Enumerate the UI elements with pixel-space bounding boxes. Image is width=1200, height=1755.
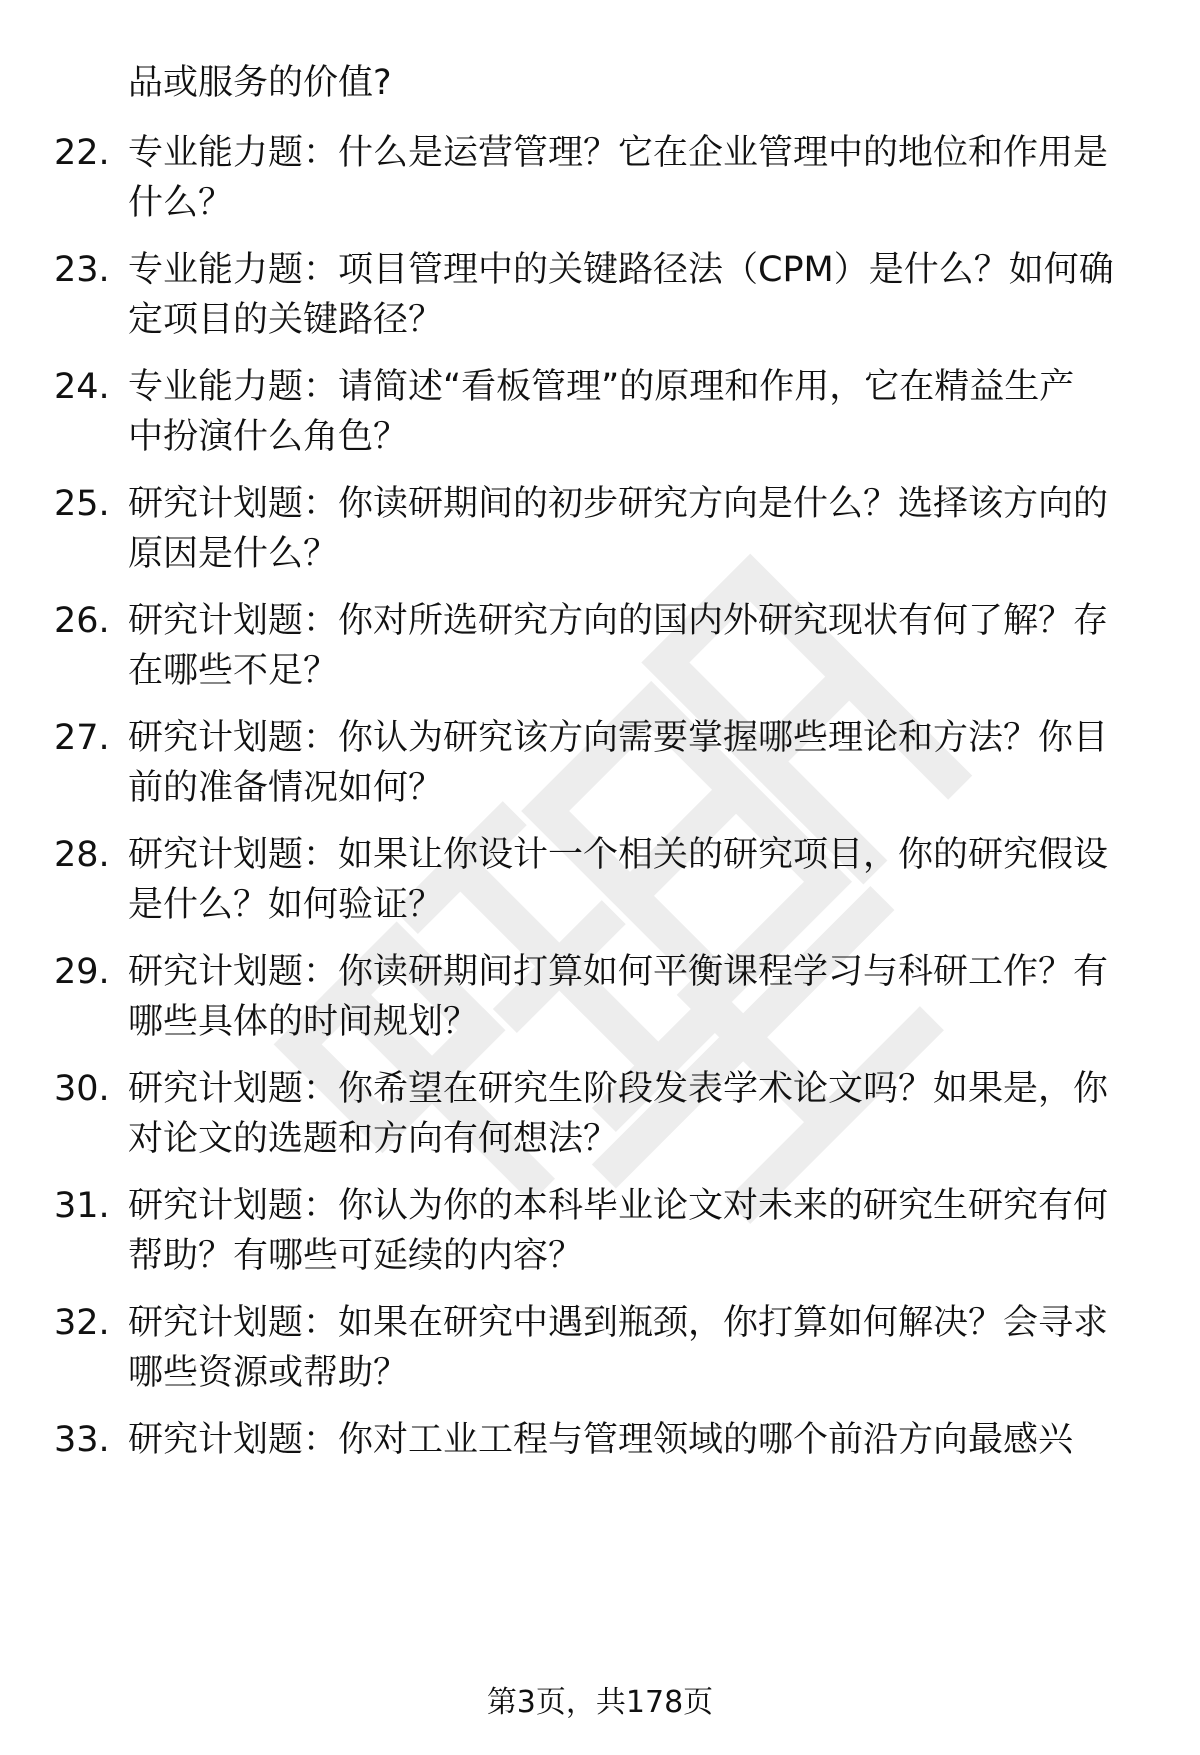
item-text [128, 362, 1148, 462]
item-text-line: 在哪些不足？ [128, 651, 339, 691]
item-text-line: 是什么？如何验证？ [128, 885, 444, 925]
item-text-line: 专业能力题：什么是运营管理？它在企业管理中的地位和作用是 [128, 133, 1109, 173]
list-item [0, 830, 1200, 930]
item-text [128, 479, 1148, 579]
item-text-line: 原因是什么？ [128, 534, 339, 574]
item-text [128, 128, 1148, 228]
item-number: 33. [54, 1420, 110, 1460]
item-text-line: 研究计划题：你对工业工程与管理领域的哪个前沿方向最感兴 [128, 1420, 1074, 1460]
item-number: 27. [54, 718, 110, 758]
item-text-line: 定项目的关键路径？ [128, 300, 444, 340]
item-number: 31. [54, 1186, 110, 1226]
item-number: 28. [54, 835, 110, 875]
item-text-line: 专业能力题：项目管理中的关键路径法（CPM）是什么？如何确 [128, 250, 1114, 290]
item-text-line: 研究计划题：如果让你设计一个相关的研究项目，你的研究假设 [128, 835, 1109, 875]
list-item [0, 596, 1200, 696]
item-text-line: 哪些资源或帮助？ [128, 1353, 409, 1393]
item-number: 24. [54, 367, 110, 407]
item-text [128, 245, 1148, 345]
item-number: 29. [54, 952, 110, 992]
item-text-line: 什么？ [128, 183, 234, 223]
list-item [0, 947, 1200, 1047]
item-text [128, 1298, 1148, 1398]
item-number: 32. [54, 1303, 110, 1343]
page-footer: 第3页，共178页 [486, 1685, 714, 1720]
item-text-line: 前的准备情况如何？ [128, 768, 444, 808]
list-item [0, 479, 1200, 579]
list-item [0, 245, 1200, 345]
item-text-line [128, 1465, 1148, 1515]
list-item [0, 713, 1200, 813]
item-number: 22. [54, 133, 110, 173]
item-text [128, 713, 1148, 813]
list-item [0, 1064, 1200, 1164]
item-text [128, 1181, 1148, 1281]
list-item [0, 1298, 1200, 1398]
item-number: 26. [54, 601, 110, 641]
item-text-line: 研究计划题：你希望在研究生阶段发表学术论文吗？如果是，你 [128, 1069, 1109, 1109]
continuation-line: 品或服务的价值? [128, 63, 392, 103]
list-item [0, 128, 1200, 228]
item-text-line: 哪些具体的时间规划？ [128, 1002, 479, 1042]
item-number: 30. [54, 1069, 110, 1109]
item-text-line: 研究计划题：你读研期间的初步研究方向是什么？选择该方向的 [128, 484, 1109, 524]
item-text-line: 中扮演什么角色？ [128, 417, 409, 457]
item-number: 23. [54, 250, 110, 290]
item-text [128, 1064, 1148, 1164]
item-text [128, 947, 1148, 1047]
item-text-line: 专业能力题：请简述“看板管理”的原理和作用，它在精益生产 [128, 367, 1075, 407]
item-text-line: 研究计划题：如果在研究中遇到瓶颈，你打算如何解决？会寻求 [128, 1303, 1109, 1343]
item-text [128, 1415, 1148, 1515]
item-text-line: 研究计划题：你读研期间打算如何平衡课程学习与科研工作？有 [128, 952, 1109, 992]
item-text-line: 研究计划题：你认为研究该方向需要掌握哪些理论和方法？你目 [128, 718, 1109, 758]
item-text-line: 帮助？有哪些可延续的内容？ [128, 1236, 584, 1276]
item-text [128, 596, 1148, 696]
item-text-line: 对论文的选题和方向有何想法？ [128, 1119, 619, 1159]
list-item [0, 362, 1200, 462]
list-item [0, 1181, 1200, 1281]
list-item [0, 1415, 1200, 1515]
item-number: 25. [54, 484, 110, 524]
item-text [128, 830, 1148, 930]
item-text-line: 研究计划题：你对所选研究方向的国内外研究现状有何了解？存 [128, 601, 1109, 641]
item-text-line: 研究计划题：你认为你的本科毕业论文对未来的研究生研究有何 [128, 1186, 1109, 1226]
